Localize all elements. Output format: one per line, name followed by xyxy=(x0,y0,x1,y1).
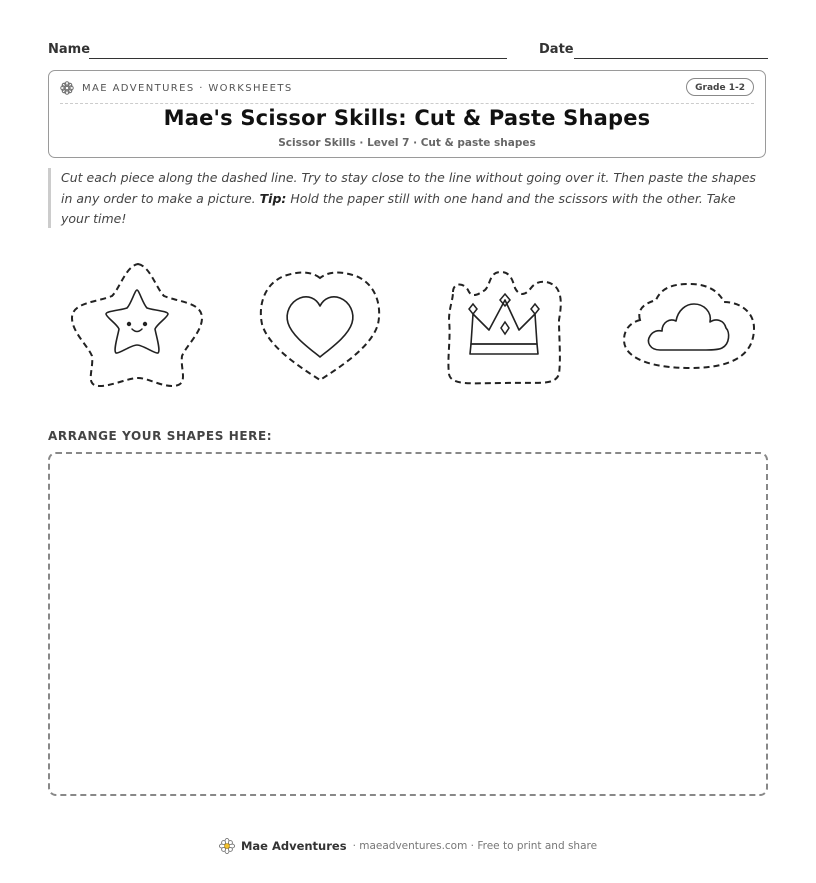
daisy-icon xyxy=(219,838,235,854)
name-line xyxy=(89,58,507,59)
page-title: Mae's Scissor Skills: Cut & Paste Shapes xyxy=(163,106,651,130)
paste-area xyxy=(48,452,768,796)
page-subtitle: Scissor Skills · Level 7 · Cut & paste shapes xyxy=(278,137,536,149)
footer xyxy=(0,836,816,856)
instructions-text: Cut each piece along the dashed line. Try to stay close to the line without going over it. Then paste the shapes in any order to make a picture. xyxy=(61,170,756,206)
flower-icon xyxy=(60,81,74,95)
header-divider xyxy=(60,103,754,104)
cutout-shapes xyxy=(48,258,768,393)
footer-site: · maeadventures.com · Free to print and share xyxy=(352,840,598,852)
brand-text: MAE ADVENTURES · WORKSHEETS xyxy=(82,82,293,94)
name-date-row xyxy=(48,40,768,62)
tip-text: Hold the paper still with one hand and the scissors with the other. Take your time! xyxy=(61,190,736,226)
date-label: Date xyxy=(539,42,574,57)
heart-icon xyxy=(254,258,386,383)
star-icon xyxy=(68,258,208,393)
date-line xyxy=(574,58,768,59)
crown-icon xyxy=(443,258,568,388)
tip-label: Tip: xyxy=(259,190,287,206)
cloud-icon xyxy=(620,258,760,373)
worksheet-header xyxy=(48,70,766,158)
instructions xyxy=(48,168,764,228)
brand xyxy=(60,81,293,95)
grade-badge: Grade 1-2 xyxy=(686,78,754,96)
name-label: Name xyxy=(48,42,91,57)
arrange-label: ARRANGE YOUR SHAPES HERE: xyxy=(48,429,273,443)
footer-brand: Mae Adventures xyxy=(240,839,347,853)
